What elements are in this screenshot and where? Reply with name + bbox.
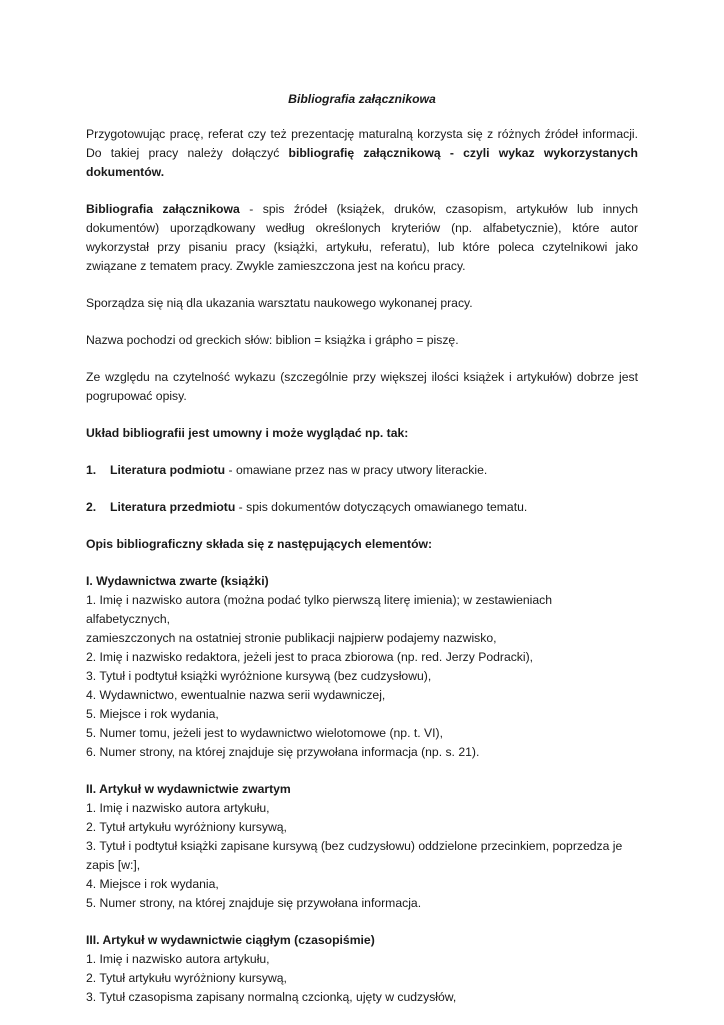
list-number: 1.: [86, 463, 97, 477]
section-article-book: [86, 780, 638, 913]
list-text: [110, 498, 527, 517]
section-heading: II. Artykuł w wydawnictwie zwartym: [86, 782, 291, 796]
section-article-journal: [86, 931, 638, 1007]
section-line: 2. Tytuł artykułu wyróżniony kursywą,: [86, 971, 287, 985]
definition-text: - spis źródeł (książek, druków, czasopism, artykułów lub innych dokumentów) uporządkowany według określonych kryteriów (np. alfabetycznie), które autor wykorzystał przy pisaniu pracy (książki, artykułu, referatu), lub które poleca czytelnikowi jako związane z tematem pracy. Zwykle zamieszczona jest na końcu pracy.: [86, 202, 638, 273]
section-heading: III. Artykuł w wydawnictwie ciągłym (czasopiśmie): [86, 933, 375, 947]
section-line: 3. Tytuł czasopisma zapisany normalną czcionką, ujęty w cudzysłów,: [86, 990, 457, 1004]
list-item-term: Literatura podmiotu: [110, 463, 226, 477]
section-line: 1. Imię i nazwisko autora artykułu,: [86, 801, 270, 815]
document-title: Bibliografia załącznikowa: [288, 92, 436, 106]
elements-heading: Opis bibliograficzny składa się z następujących elementów:: [86, 537, 433, 551]
section-line: 4. Miejsce i rok wydania,: [86, 877, 219, 891]
intro-paragraph: [86, 125, 638, 182]
section-line: 6. Numer strony, na której znajduje się przywołana informacja (np. s. 21).: [86, 745, 480, 759]
layout-list-item: [86, 461, 638, 480]
section-line: zamieszczonych na ostatniej stronie publikacji najpierw podajemy nazwisko,: [86, 631, 497, 645]
document-body: [86, 125, 638, 1025]
definition-paragraph: [86, 200, 638, 276]
section-line: 3. Tytuł i podtytuł książki wyróżnione kursywą (bez cudzysłowu),: [86, 669, 432, 683]
section-line: 2. Imię i nazwisko redaktora, jeżeli jest to praca zbiorowa (np. red. Jerzy Podracki),: [86, 650, 534, 664]
grouping-paragraph: Ze względu na czytelność wykazu (szczególnie przy większej ilości książek i artykułów) dobrze jest pogrupować opisy.: [86, 370, 638, 403]
layout-list-item: [86, 498, 638, 517]
section-line: 1. Imię i nazwisko autora (można podać tylko pierwszą literę imienia); w zestawieniach alfabetycznych,: [86, 593, 553, 626]
intro-text: Przygotowując pracę, referat czy też prezentację maturalną korzysta się z różnych źródeł informacji. Do takiej pracy należy dołączyć: [86, 127, 638, 160]
purpose-paragraph: Sporządza się nią dla ukazania warsztatu naukowego wykonanej pracy.: [86, 296, 473, 310]
etymology-paragraph: Nazwa pochodzi od greckich słów: biblion = książka i grápho = piszę.: [86, 333, 459, 347]
list-number: 2.: [86, 500, 97, 514]
section-line: 1. Imię i nazwisko autora artykułu,: [86, 952, 270, 966]
intro-bold: bibliografię załącznikową - czyli wykaz wykorzystanych dokumentów.: [86, 146, 638, 179]
section-line: 3. Tytuł i podtytuł książki zapisane kursywą (bez cudzysłowu) oddzielone przecinkiem, poprzedza je zapis [w:],: [86, 839, 623, 872]
layout-heading: Układ bibliografii jest umowny i może wyglądać np. tak:: [86, 426, 409, 440]
section-line: 5. Numer strony, na której znajduje się przywołana informacja.: [86, 896, 422, 910]
definition-term: Bibliografia załącznikowa: [86, 202, 240, 216]
section-line: 5. Miejsce i rok wydania,: [86, 707, 219, 721]
section-line: 4. Wydawnictwo, ewentualnie nazwa serii wydawniczej,: [86, 688, 386, 702]
list-item-desc: - omawiane przez nas w pracy utwory literackie.: [225, 463, 488, 477]
list-item-term: Literatura przedmiotu: [110, 500, 236, 514]
section-line: 2. Tytuł artykułu wyróżniony kursywą,: [86, 820, 287, 834]
section-books: [86, 572, 638, 762]
section-line: 5. Numer tomu, jeżeli jest to wydawnictwo wielotomowe (np. t. VI),: [86, 726, 443, 740]
list-text: [110, 461, 487, 480]
list-item-desc: - spis dokumentów dotyczących omawianego tematu.: [235, 500, 528, 514]
section-heading: I. Wydawnictwa zwarte (książki): [86, 574, 269, 588]
